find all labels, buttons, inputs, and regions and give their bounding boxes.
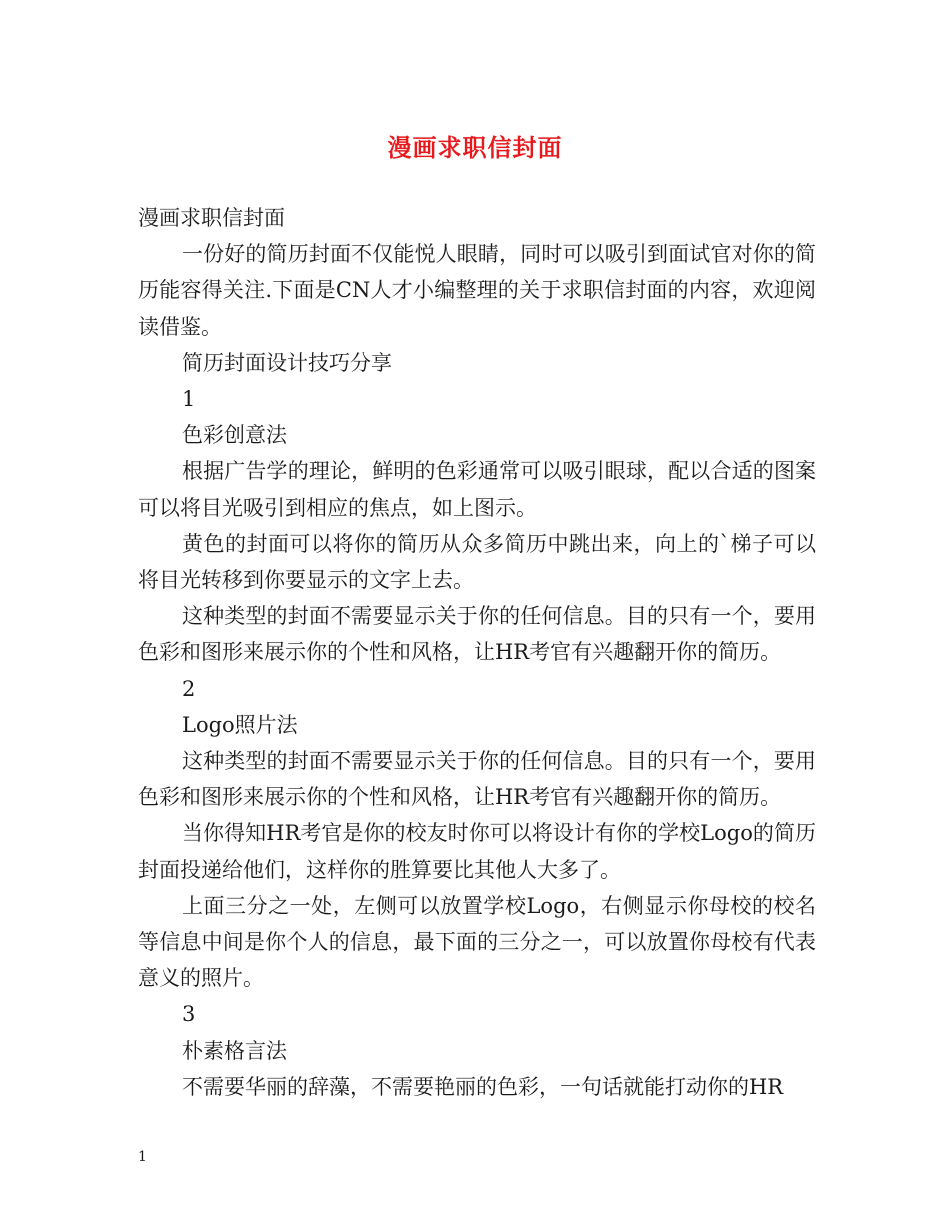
section-heading: 色彩创意法 — [182, 423, 287, 448]
paragraph: 当你得知HR考官是你的校友时你可以将设计有你的学校Logo的简历封面投递给他们，这样你的胜算要比其他人大多了。 — [138, 821, 816, 882]
paragraph: 黄色的封面可以将你的简历从众多简历中跳出来，向上的`梯子可以将目光转移到你要显示的文字上去。 — [138, 531, 816, 593]
paragraph: 不需要华丽的辞藻，不需要艳丽的色彩，一句话就能打动你的HR — [182, 1074, 784, 1099]
paragraph: 这种类型的封面不需要显示关于你的任何信息。目的只有一个，要用色彩和图形来展示你的个性和风格，让HR考官有兴趣翻开你的简历。 — [138, 749, 816, 810]
paragraph: 上面三分之一处，左侧可以放置学校Logo，右侧显示你母校的校名等信息中间是你个人的信息，最下面的三分之一，可以放置你母校有代表意义的照片。 — [138, 893, 816, 991]
paragraph: 这种类型的封面不需要显示关于你的任何信息。目的只有一个，要用色彩和图形来展示你的个性和风格，让HR考官有兴趣翻开你的简历。 — [138, 604, 816, 665]
section-number: 2 — [182, 676, 196, 701]
document-body — [138, 200, 816, 1105]
paragraph: 漫画求职信封面 — [138, 206, 285, 230]
document-title: 漫画求职信封面 — [387, 133, 563, 162]
section-heading: 朴素格言法 — [182, 1038, 287, 1063]
section-number: 3 — [182, 1002, 196, 1027]
section-heading: Logo照片法 — [182, 712, 298, 737]
paragraph: 一份好的简历封面不仅能悦人眼睛，同时可以吸引到面试官对你的简历能容得关注.下面是CN人才小编整理的关于求职信封面的内容，欢迎阅读借鉴。 — [138, 242, 816, 339]
paragraph: 根据广告学的理论，鲜明的色彩通常可以吸引眼球，配以合适的图案可以将目光吸引到相应的焦点，如上图示。 — [138, 459, 816, 520]
page-number: 1 — [138, 1149, 147, 1165]
section-heading: 简历封面设计技巧分享 — [182, 350, 392, 375]
section-number: 1 — [182, 387, 196, 412]
